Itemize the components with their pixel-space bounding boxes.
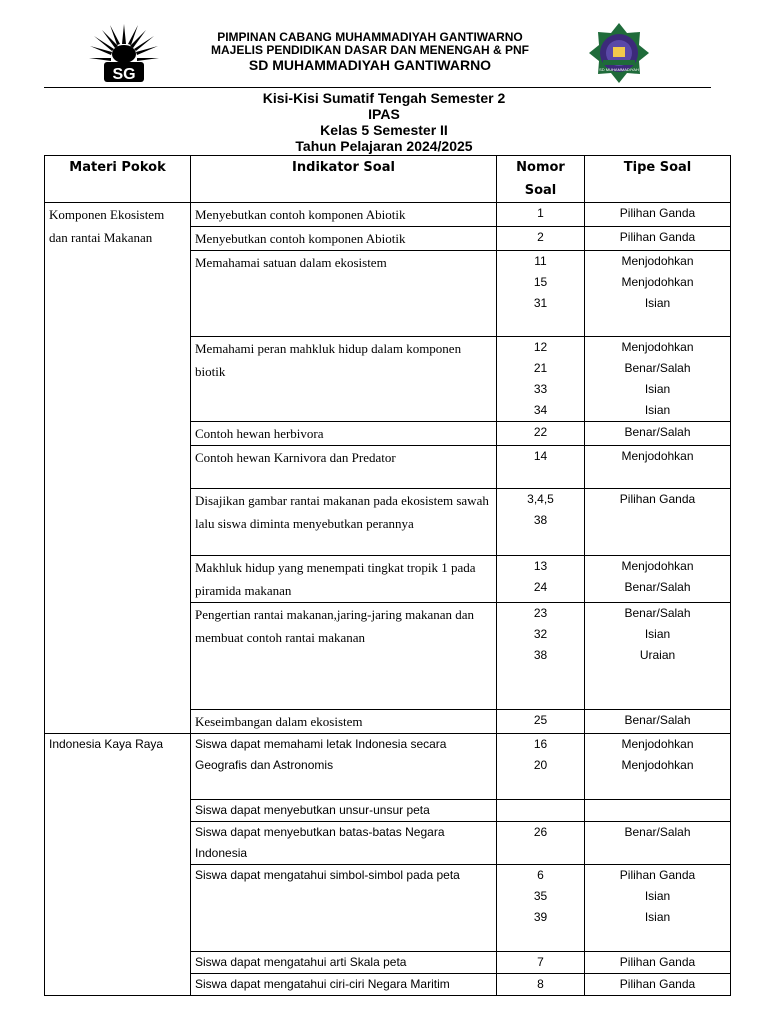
nomor-soal-cell (497, 203, 585, 227)
tipe-value: Menjodohkan (621, 275, 694, 289)
nomor-value: 2 (537, 230, 544, 244)
nomor-value: 32 (533, 627, 548, 641)
nomor-value: 33 (533, 382, 548, 396)
indikator-cell: Contoh hewan herbivora (191, 422, 497, 446)
tipe-soal-cell (585, 337, 731, 422)
tipe-soal-cell (585, 800, 731, 822)
indikator-cell: Makhluk hidup yang menempati tingkat tropik 1 pada piramida makanan (191, 556, 497, 603)
tipe-value: Isian (644, 889, 671, 903)
nomor-soal-cell (497, 800, 585, 822)
col-tipe-soal: Tipe Soal (585, 156, 731, 203)
indikator-cell: Siswa dapat mengatahui arti Skala peta (191, 952, 497, 974)
nomor-value: 6 (537, 868, 544, 882)
nomor-value: 31 (533, 296, 548, 310)
doc-year: Tahun Pelajaran 2024/2025 (295, 138, 473, 154)
nomor-value: 20 (533, 758, 548, 772)
nomor-soal-cell (497, 251, 585, 337)
tipe-value: Menjodohkan (621, 737, 694, 751)
tipe-value: Benar/Salah (624, 825, 691, 839)
indikator-cell: Siswa dapat menyebutkan unsur-unsur peta (191, 800, 497, 822)
tipe-value: Pilihan Ganda (619, 230, 696, 244)
indikator-cell: Pengertian rantai makanan,jaring-jaring makanan dan membuat contoh rantai makanan (191, 603, 497, 710)
tipe-value: Benar/Salah (624, 361, 691, 375)
tipe-soal-cell (585, 865, 731, 952)
tipe-value: Pilihan Ganda (619, 492, 696, 506)
tipe-value: Pilihan Ganda (619, 868, 696, 882)
tipe-value: Isian (644, 296, 671, 310)
nomor-soal-cell (497, 489, 585, 556)
tipe-value: Benar/Salah (624, 606, 691, 620)
indikator-cell: Disajikan gambar rantai makanan pada ekosistem sawah lalu siswa diminta menyebutkan perannya (191, 489, 497, 556)
tipe-value: Menjodohkan (621, 340, 694, 354)
nomor-value: 21 (533, 361, 548, 375)
tipe-value: Isian (644, 382, 671, 396)
indikator-cell: Memahamai satuan dalam ekosistem (191, 251, 497, 337)
nomor-value: 16 (533, 737, 548, 751)
tipe-soal-cell (585, 203, 731, 227)
svg-text:SG: SG (112, 66, 136, 83)
nomor-value: 8 (537, 977, 544, 991)
nomor-value: 1 (537, 206, 544, 220)
svg-text:SD MUHAMMADIYAH: SD MUHAMMADIYAH (599, 67, 639, 72)
nomor-value: 25 (533, 713, 548, 727)
nomor-soal-cell (497, 422, 585, 446)
nomor-value: 24 (533, 580, 548, 594)
tipe-soal-cell (585, 422, 731, 446)
nomor-soal-cell (497, 337, 585, 422)
indikator-cell: Siswa dapat memahami letak Indonesia secara Geografis dan Astronomis (191, 734, 497, 800)
tipe-soal-cell (585, 227, 731, 251)
indikator-cell: Siswa dapat menyebutkan batas-batas Negara Indonesia (191, 822, 497, 865)
nomor-soal-cell (497, 446, 585, 489)
tipe-value: Menjodohkan (621, 559, 694, 573)
nomor-soal-cell (497, 603, 585, 710)
tipe-value: Menjodohkan (621, 254, 694, 268)
nomor-value: 11 (534, 254, 547, 268)
nomor-soal-cell (497, 227, 585, 251)
tipe-value: Pilihan Ganda (619, 955, 696, 969)
nomor-value: 35 (533, 889, 548, 903)
tipe-value: Benar/Salah (624, 425, 691, 439)
tipe-soal-cell (585, 446, 731, 489)
nomor-soal-cell (497, 556, 585, 603)
tipe-value: Isian (644, 910, 671, 924)
tipe-soal-cell (585, 489, 731, 556)
tipe-soal-cell (585, 974, 731, 996)
indikator-cell: Menyebutkan contoh komponen Abiotik (191, 227, 497, 251)
nomor-soal-cell (497, 734, 585, 800)
nomor-value: 22 (533, 425, 548, 439)
nomor-value: 14 (533, 449, 548, 463)
indikator-cell: Memahami peran mahkluk hidup dalam komponen biotik (191, 337, 497, 422)
nomor-soal-cell (497, 822, 585, 865)
tipe-value: Pilihan Ganda (619, 977, 696, 991)
nomor-soal-cell (497, 974, 585, 996)
letterhead (0, 0, 768, 90)
doc-subject: IPAS (368, 106, 400, 122)
table-row (45, 203, 731, 227)
tipe-value: Menjodohkan (621, 758, 694, 772)
tipe-soal-cell (585, 603, 731, 710)
nomor-soal-cell (497, 710, 585, 734)
indikator-cell: Siswa dapat mengatahui ciri-ciri Negara Maritim (191, 974, 497, 996)
nomor-value: 39 (533, 910, 548, 924)
kisi-kisi-table (44, 155, 731, 996)
tipe-soal-cell (585, 556, 731, 603)
doc-class: Kelas 5 Semester II (320, 122, 448, 138)
tipe-soal-cell (585, 251, 731, 337)
letterhead-divider (44, 87, 711, 88)
nomor-value: 23 (533, 606, 548, 620)
nomor-value: 38 (533, 513, 548, 527)
col-materi-pokok: Materi Pokok (45, 156, 191, 203)
tipe-value: Benar/Salah (624, 713, 691, 727)
tipe-value: Benar/Salah (624, 580, 691, 594)
school-emblem-logo (578, 22, 660, 84)
nomor-value: 15 (533, 275, 548, 289)
nomor-value: 26 (533, 825, 548, 839)
table-header-row (45, 156, 731, 203)
materi-pokok-cell: Komponen Ekosistem dan rantai Makanan (45, 203, 191, 734)
indikator-cell: Menyebutkan contoh komponen Abiotik (191, 203, 497, 227)
indikator-cell: Keseimbangan dalam ekosistem (191, 710, 497, 734)
indikator-cell: Contoh hewan Karnivora dan Predator (191, 446, 497, 489)
materi-pokok-cell: Indonesia Kaya Raya (45, 734, 191, 996)
col-nomor-soal: Nomor Soal (497, 156, 585, 203)
doc-title: Kisi-Kisi Sumatif Tengah Semester 2 (262, 90, 506, 106)
nomor-soal-cell (497, 952, 585, 974)
muhammadiyah-sun-logo (88, 22, 160, 84)
nomor-value: 34 (533, 403, 548, 417)
nomor-value: 7 (537, 955, 544, 969)
school-name: SD MUHAMMADIYAH GANTIWARNO (248, 57, 492, 73)
nomor-value: 3,4,5 (527, 492, 554, 506)
tipe-value: Pilihan Ganda (619, 206, 696, 220)
col-indikator-soal: Indikator Soal (191, 156, 497, 203)
tipe-value: Isian (644, 627, 671, 641)
tipe-soal-cell (585, 710, 731, 734)
nomor-value: 13 (533, 559, 548, 573)
org-line-2: MAJELIS PENDIDIKAN DASAR DAN MENENGAH & PNF (210, 43, 530, 57)
tipe-soal-cell (585, 734, 731, 800)
nomor-soal-cell (497, 865, 585, 952)
tipe-value: Menjodohkan (621, 449, 694, 463)
tipe-value: Isian (644, 403, 671, 417)
nomor-value: 38 (533, 648, 548, 662)
tipe-value: Uraian (639, 648, 676, 662)
nomor-value: 12 (533, 340, 548, 354)
tipe-soal-cell (585, 952, 731, 974)
tipe-soal-cell (585, 822, 731, 865)
org-line-1: PIMPINAN CABANG MUHAMMADIYAH GANTIWARNO (217, 30, 523, 44)
table-row (45, 734, 731, 800)
indikator-cell: Siswa dapat mengatahui simbol-simbol pada peta (191, 865, 497, 952)
